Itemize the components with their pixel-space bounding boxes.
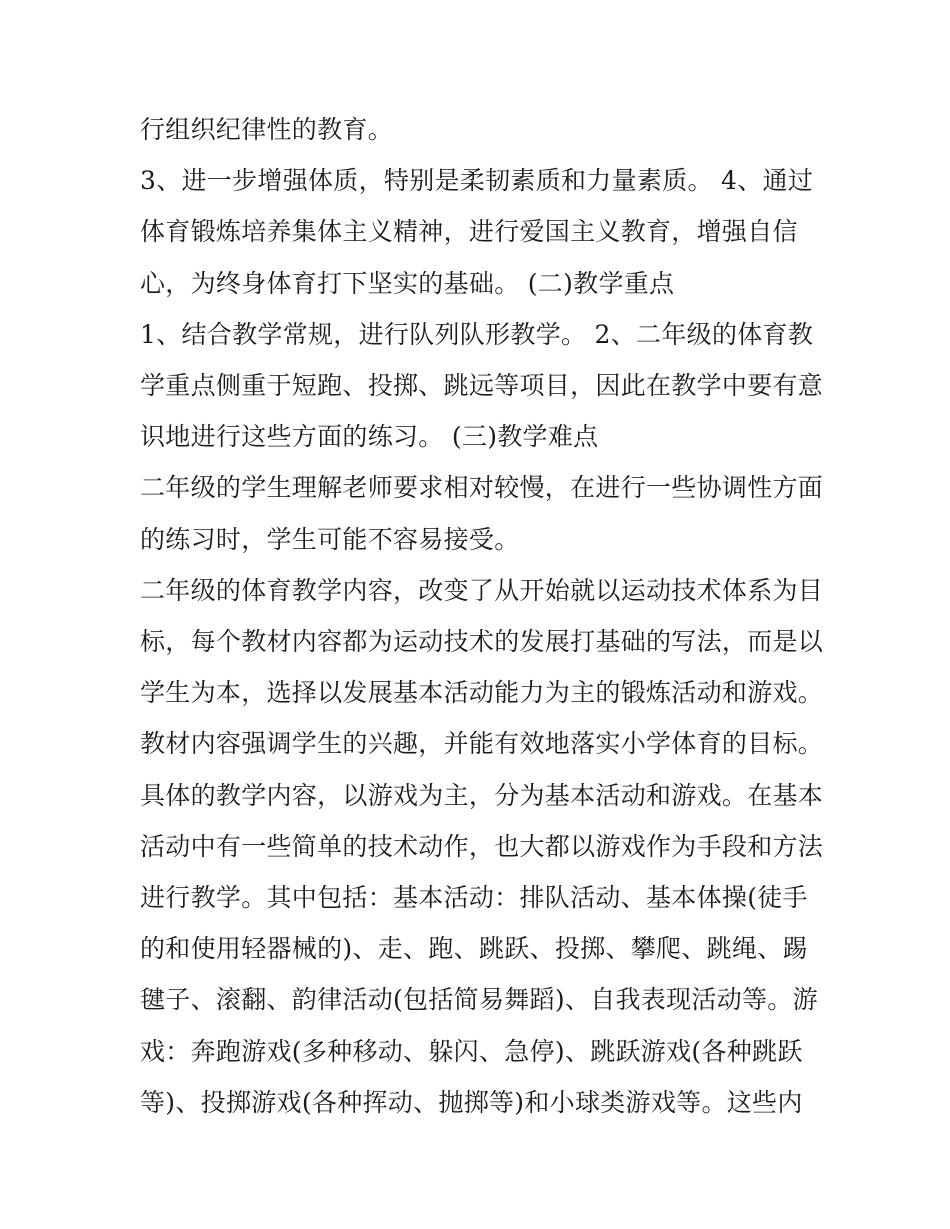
text-line: 教材内容强调学生的兴趣，并能有效地落实小学体育的目标。 [140,729,824,759]
text-line: 学重点侧重于短跑、投掷、跳远等项目，因此在教学中要有意 [140,371,824,401]
text-line: 二年级的学生理解老师要求相对较慢，在进行一些协调性方面 [140,473,824,503]
text-line: 二年级的体育教学内容，改变了从开始就以运动技术体系为目 [140,575,824,605]
text-line: 行组织纪律性的教育。 [140,115,394,144]
text-line: 活动中有一些简单的技术动作，也大都以游戏作为手段和方法 [140,831,824,861]
text-line: 具体的教学内容，以游戏为主，分为基本活动和游戏。在基本 [140,780,824,810]
text-line: 毽子、滚翻、韵律活动(包括简易舞蹈)、自我表现活动等。游 [140,985,818,1015]
text-line: 学生为本，选择以发展基本活动能力为主的锻炼活动和游戏。 [140,678,824,708]
text-line: 进行教学。其中包括：基本活动：排队活动、基本体操(徒手 [140,883,808,913]
text-line: 戏：奔跑游戏(多种移动、躲闪、急停)、跳跃游戏(各种跳跃 [140,1036,803,1066]
text-line: 的练习时，学生可能不容易接受。 [140,524,520,554]
text-line: 3、进一步增强体质，特别是柔韧素质和力量素质。 4、通过 [140,166,814,196]
text-line: 识地进行这些方面的练习。 (三)教学难点 [140,422,599,452]
text-line: 的和使用轻器械的)、走、跑、跳跃、投掷、攀爬、跳绳、踢 [140,934,808,964]
text-line: 标，每个教材内容都为运动技术的发展打基础的写法，而是以 [140,627,824,657]
body-text [140,104,830,1128]
text-line: 等)、投掷游戏(各种挥动、抛掷等)和小球类游戏等。这些内 [140,1087,803,1117]
text-line: 1、结合教学常规，进行队列队形教学。 2、二年级的体育教 [140,319,814,349]
text-line: 体育锻炼培养集体主义精神，进行爱国主义教育，增强自信 [140,217,798,247]
text-line: 心，为终身体育打下坚实的基础。 (二)教学重点 [140,268,675,298]
